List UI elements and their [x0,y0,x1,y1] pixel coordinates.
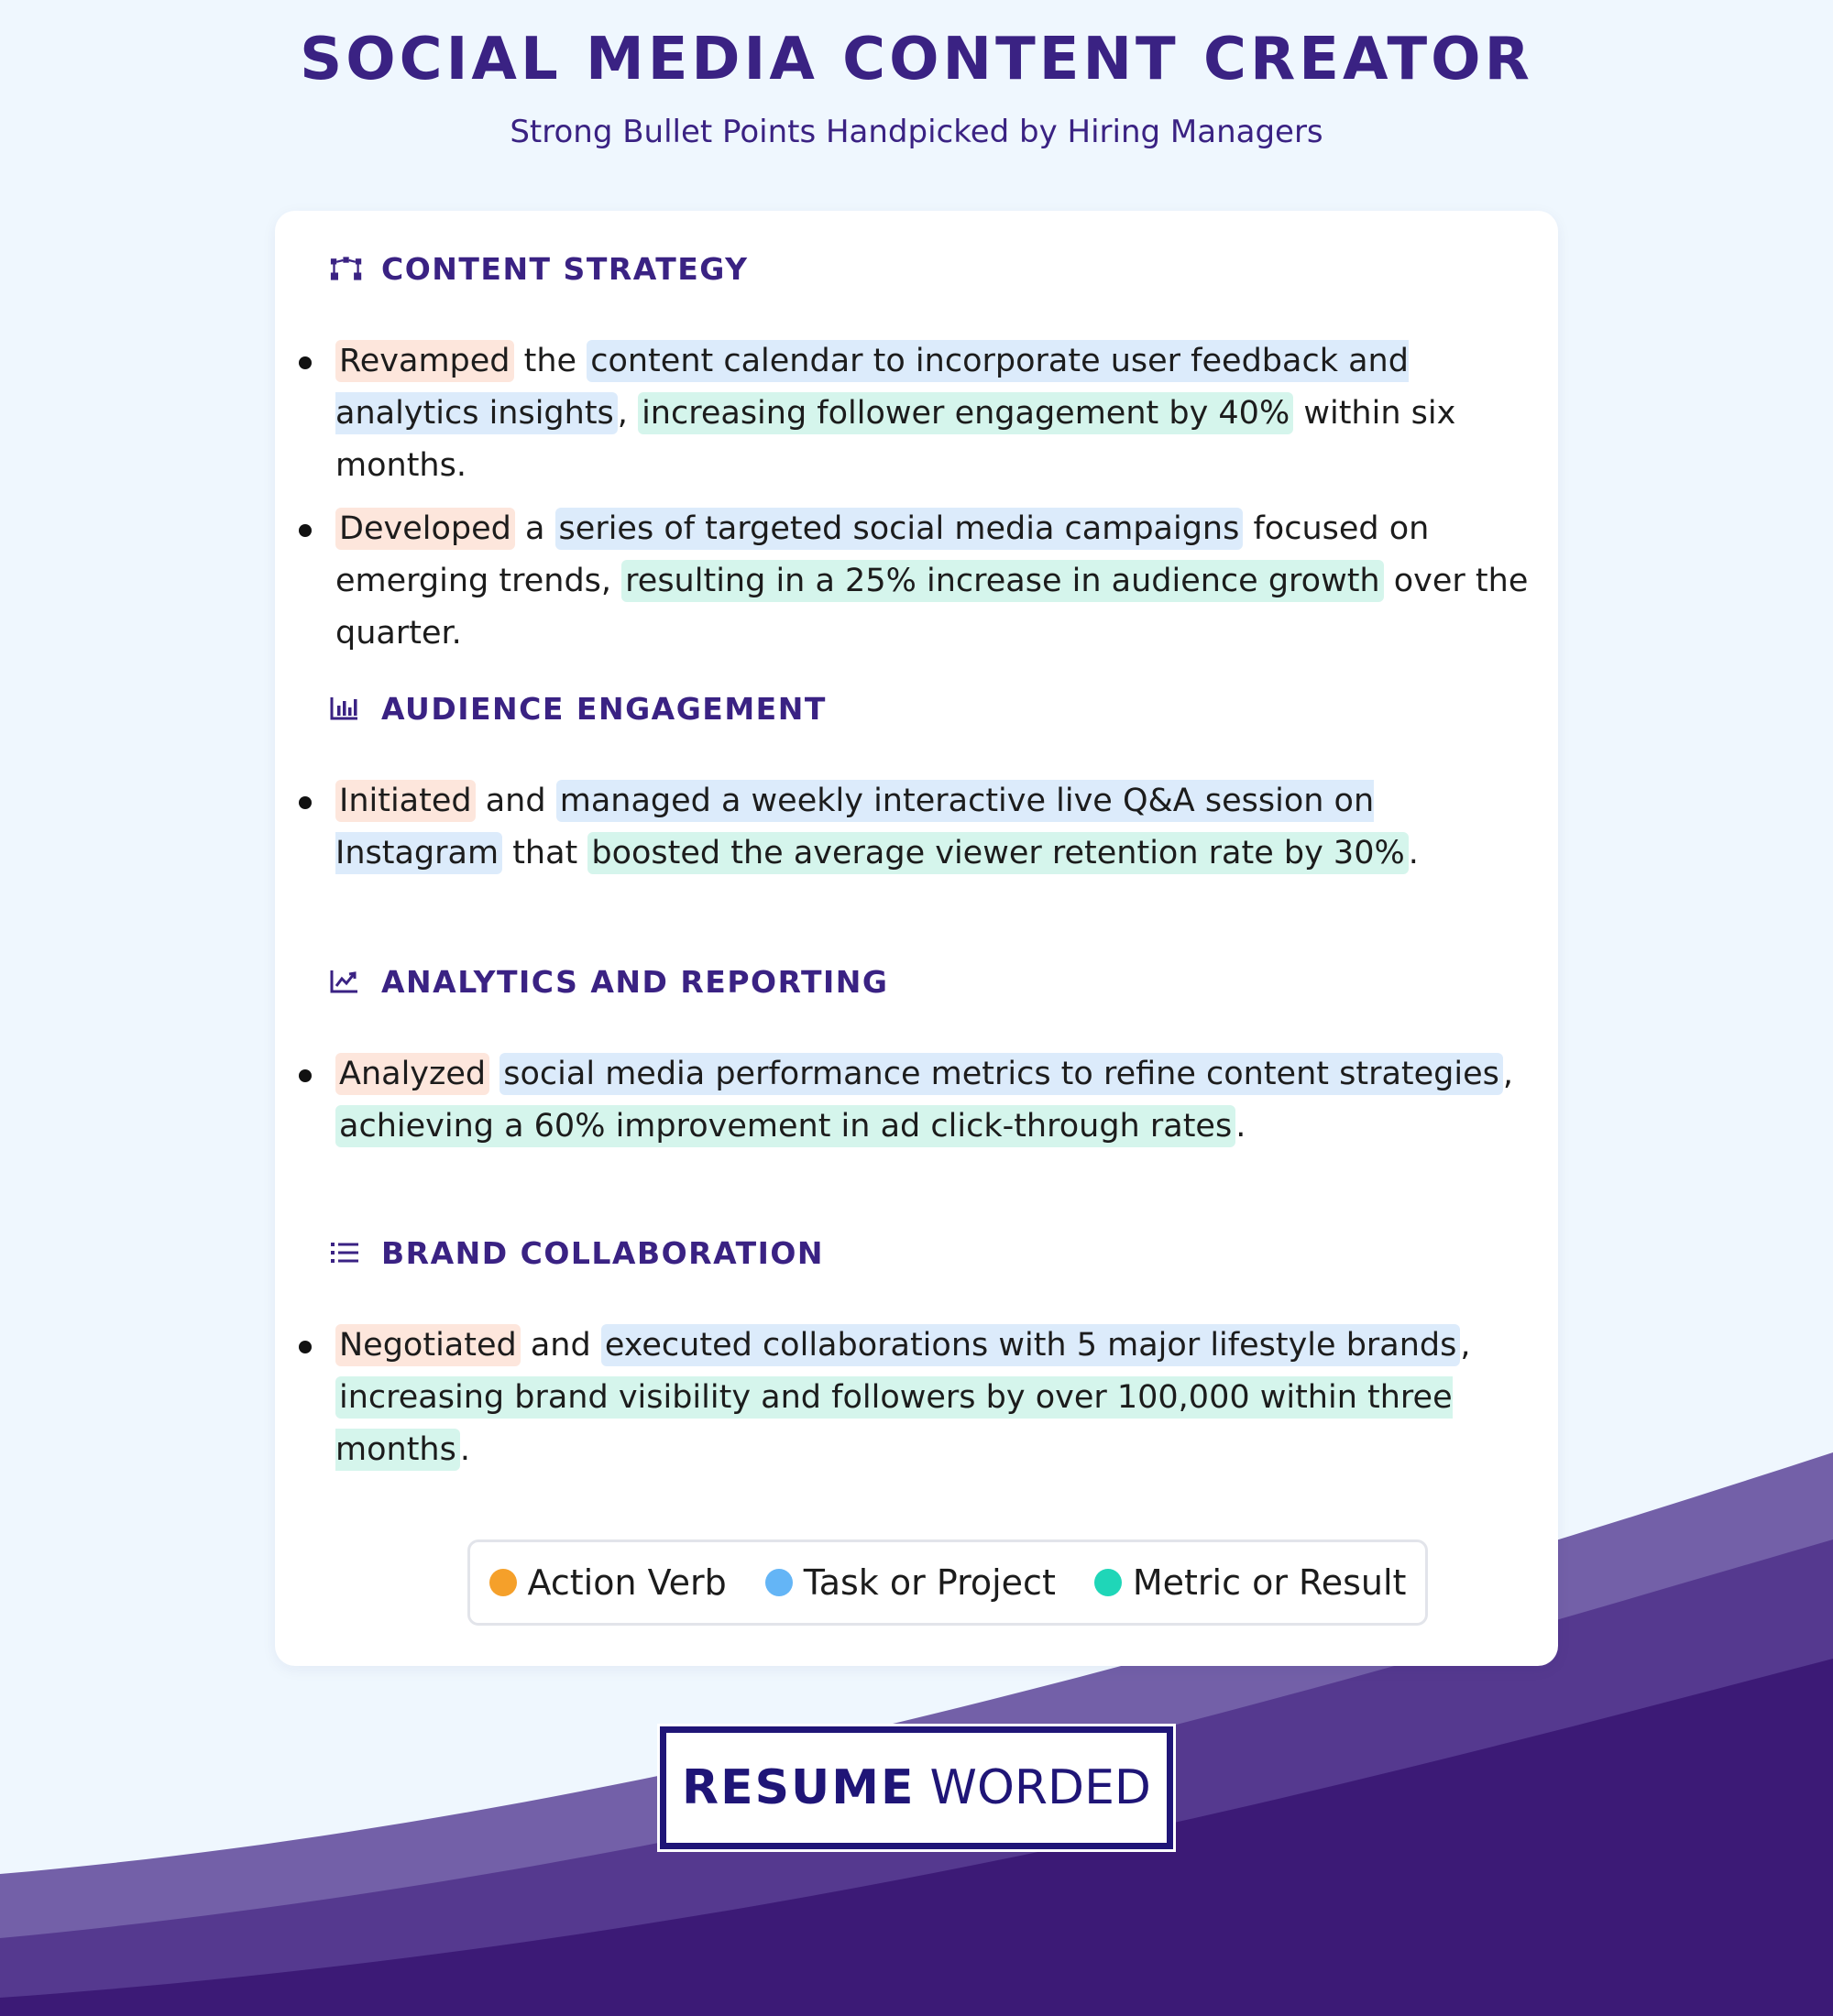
bullet-text: , [1460,1327,1471,1364]
bullet-list [330,775,1531,880]
section-analytics-and-reporting [330,959,1531,1164]
logo-regular-text: WORDED [929,1760,1151,1815]
legend-label: Metric or Result [1132,1562,1407,1603]
section-title: CONTENT STRATEGY [381,250,749,287]
bullet-item [330,775,1531,880]
bullet-text: a [514,510,555,547]
legend-label: Action Verb [527,1562,727,1603]
legend-label: Task or Project [803,1562,1056,1603]
bullet-text: that [502,835,588,871]
section-header [330,1230,1531,1276]
bullet-list [330,1048,1531,1153]
metric-or-result: increasing brand visibility and followers by over 100,000 within three months [335,1376,1453,1471]
section-content-strategy [330,246,1531,671]
bullet-points-card [275,211,1558,1666]
metric-or-result: boosted the average viewer retention rate by 30% [587,832,1408,874]
metric-or-result: increasing follower engagement by 40% [638,392,1293,434]
metric-or-result: resulting in a 25% increase in audience growth [621,560,1383,602]
list-icon [330,1239,363,1266]
logo-bold-text: RESUME [682,1760,916,1815]
page-title: SOCIAL MEDIA CONTENT CREATOR [300,26,1533,93]
bullet-text: over the quarter. [335,563,1529,652]
bullet-list [330,335,1531,660]
section-title: BRAND COLLABORATION [381,1234,825,1271]
bullet-item [330,1048,1531,1153]
resume-worded-logo[interactable] [660,1726,1173,1849]
section-audience-engagement [330,685,1531,891]
bullet-item [330,335,1531,492]
bullet-item [330,503,1531,660]
action-verb: Developed [335,508,515,550]
action-verb: Revamped [335,340,514,382]
section-brand-collaboration [330,1230,1531,1487]
page-subtitle: Strong Bullet Points Handpicked by Hiring Managers [510,114,1323,150]
action-verb-dot-icon [489,1569,517,1596]
bullet-text: . [1235,1108,1246,1145]
bullet-list [330,1320,1531,1476]
bullet-text: . [1408,835,1419,871]
task-or-project: executed collaborations with 5 major lifestyle brands [601,1324,1461,1366]
task-or-project: content calendar to incorporate user feedback and analytics insights [335,340,1409,434]
task-or-project: series of targeted social media campaigns [555,508,1244,550]
action-verb: Analyzed [335,1053,489,1095]
bullet-text: , [1502,1056,1514,1092]
bar-chart-icon [330,695,363,722]
bullet-text: , [617,395,639,432]
bullet-text: focused on emerging trends, [335,510,1430,599]
bullet-text: and [520,1327,601,1364]
line-chart-icon [330,968,363,995]
bullet-text: and [475,783,556,819]
action-verb: Negotiated [335,1324,521,1366]
task-dot-icon [765,1569,793,1596]
action-verb: Initiated [335,780,476,822]
flow-nodes-icon [330,255,363,282]
section-header [330,685,1531,731]
section-header [330,246,1531,291]
bullet-text: . [459,1431,470,1468]
task-or-project: managed a weekly interactive live Q&A session on Instagram [335,780,1374,874]
section-title: ANALYTICS AND REPORTING [381,963,889,1000]
legend-task-or-project [765,1562,1056,1603]
bullet-text: the [513,343,587,379]
legend-action-verb [489,1562,727,1603]
section-title: AUDIENCE ENGAGEMENT [381,690,827,727]
metric-dot-icon [1094,1569,1122,1596]
bullet-text: within six months. [335,395,1456,484]
bullet-item [330,1320,1531,1476]
highlight-legend [467,1539,1428,1626]
section-header [330,959,1531,1004]
metric-or-result: achieving a 60% improvement in ad click-through rates [335,1105,1235,1147]
task-or-project: social media performance metrics to refine content strategies [499,1053,1503,1095]
bullet-text [489,1056,499,1092]
legend-metric-or-result [1094,1562,1407,1603]
